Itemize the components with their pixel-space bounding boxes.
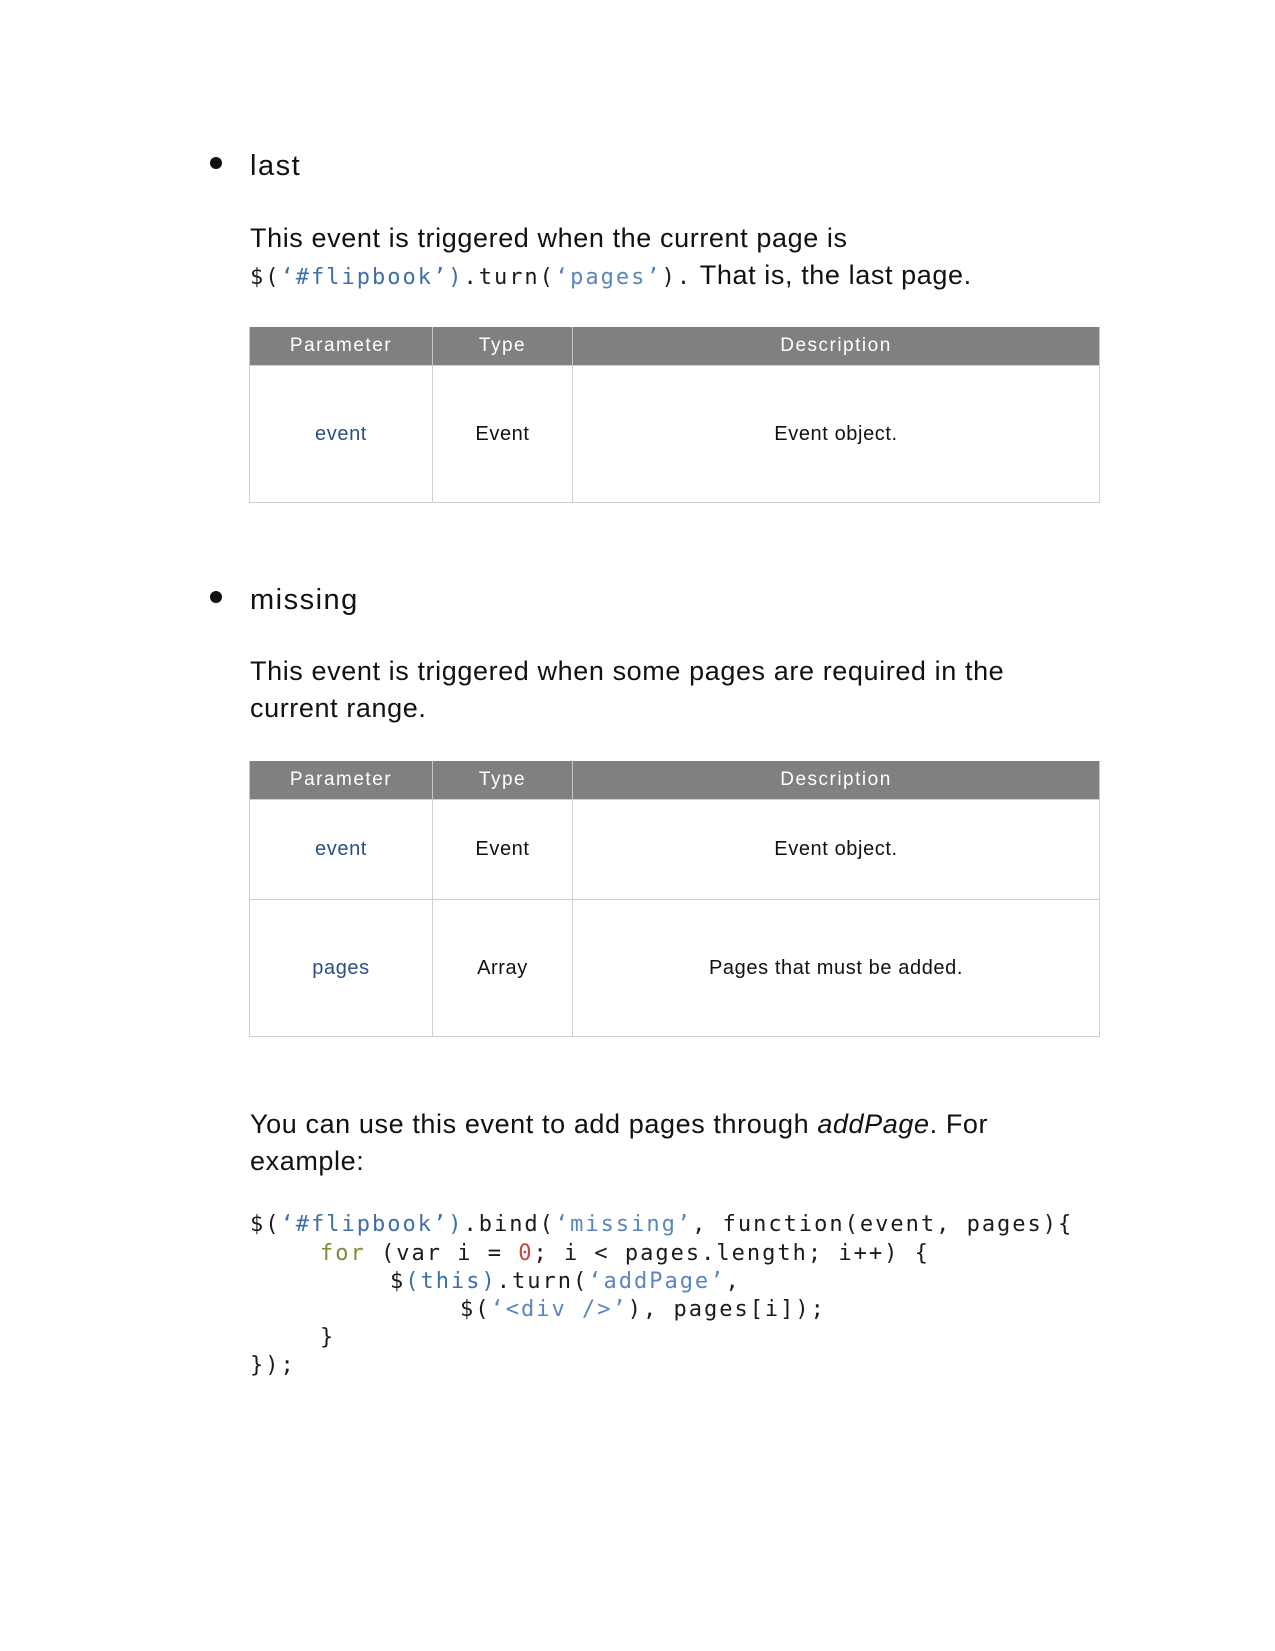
missing-parameters-table	[249, 761, 1100, 1037]
code-token: ‘<div />’	[490, 1297, 628, 1322]
usage-line1	[250, 1106, 1080, 1143]
header-description: Description	[573, 761, 1100, 800]
last-description-line2	[250, 257, 1080, 296]
param-description: Pages that must be added.	[573, 900, 1100, 1037]
code-dollar: $(	[250, 265, 281, 290]
table-row	[250, 800, 1100, 900]
code-token: $(	[460, 1297, 491, 1322]
usage-addpage: addPage	[817, 1109, 930, 1139]
code-token: for	[320, 1241, 366, 1266]
param-description: Event object.	[573, 366, 1100, 503]
table-header-row	[250, 327, 1100, 366]
bullet-missing	[210, 591, 222, 603]
code-line-1	[250, 1212, 1073, 1237]
code-token: ‘addPage’	[588, 1269, 726, 1294]
code-token: ‘#flipbook’)	[280, 1212, 464, 1237]
missing-description-line1: This event is triggered when some pages are required in the	[250, 656, 1005, 686]
code-line-5: }	[320, 1325, 336, 1350]
usage-paragraph	[250, 1106, 1080, 1180]
header-parameter: Parameter	[250, 761, 433, 800]
usage-text: You can use this event to add pages through	[250, 1109, 818, 1139]
bullet-last	[210, 157, 222, 169]
code-token: , function(event, pages){	[692, 1212, 1074, 1237]
table-header-row	[250, 761, 1100, 800]
header-type: Type	[433, 761, 573, 800]
code-token: (this)	[405, 1269, 497, 1294]
last-description-line1: This event is triggered when the current page is	[250, 223, 848, 253]
code-line-3	[390, 1269, 741, 1294]
code-token: (var i =	[365, 1241, 519, 1266]
missing-description-line2: current range.	[250, 693, 427, 723]
code-line-6: });	[250, 1353, 296, 1378]
header-type: Type	[433, 327, 573, 366]
code-selector: ‘#flipbook’)	[280, 265, 464, 290]
table-row	[250, 366, 1100, 503]
param-name: event	[250, 366, 433, 503]
param-type: Event	[433, 800, 573, 900]
last-parameters-table	[249, 327, 1100, 503]
param-name: event	[250, 800, 433, 900]
param-name: pages	[250, 900, 433, 1037]
code-token: .turn(	[496, 1269, 589, 1294]
code-pages-string: ‘pages’	[554, 265, 662, 290]
code-close: ).	[661, 265, 693, 290]
table-row	[250, 900, 1100, 1037]
last-description-tail: That is, the last page.	[692, 260, 972, 290]
code-token: ,	[725, 1269, 741, 1294]
code-token: $(	[250, 1212, 281, 1237]
code-token: ‘missing’	[554, 1212, 693, 1237]
code-line-2	[320, 1241, 930, 1266]
code-token: .bind(	[463, 1212, 555, 1237]
last-description	[250, 220, 1080, 296]
code-token: 0	[518, 1241, 534, 1266]
param-description: Event object.	[573, 800, 1100, 900]
usage-text-end: . For	[929, 1109, 989, 1139]
code-token: ),	[627, 1297, 659, 1322]
code-turn: .turn(	[463, 265, 555, 290]
missing-description	[250, 653, 1080, 727]
param-type: Event	[433, 366, 573, 503]
header-description: Description	[573, 327, 1100, 366]
code-token: ; i < pages.length; i++) {	[533, 1241, 930, 1266]
param-type: Array	[433, 900, 573, 1037]
header-parameter: Parameter	[250, 327, 433, 366]
code-token: pages[i]);	[658, 1297, 826, 1322]
code-token: $	[390, 1269, 406, 1294]
code-line-4	[460, 1297, 826, 1322]
heading-last: last	[250, 150, 302, 182]
heading-missing: missing	[250, 584, 359, 616]
usage-line2: example:	[250, 1146, 365, 1176]
